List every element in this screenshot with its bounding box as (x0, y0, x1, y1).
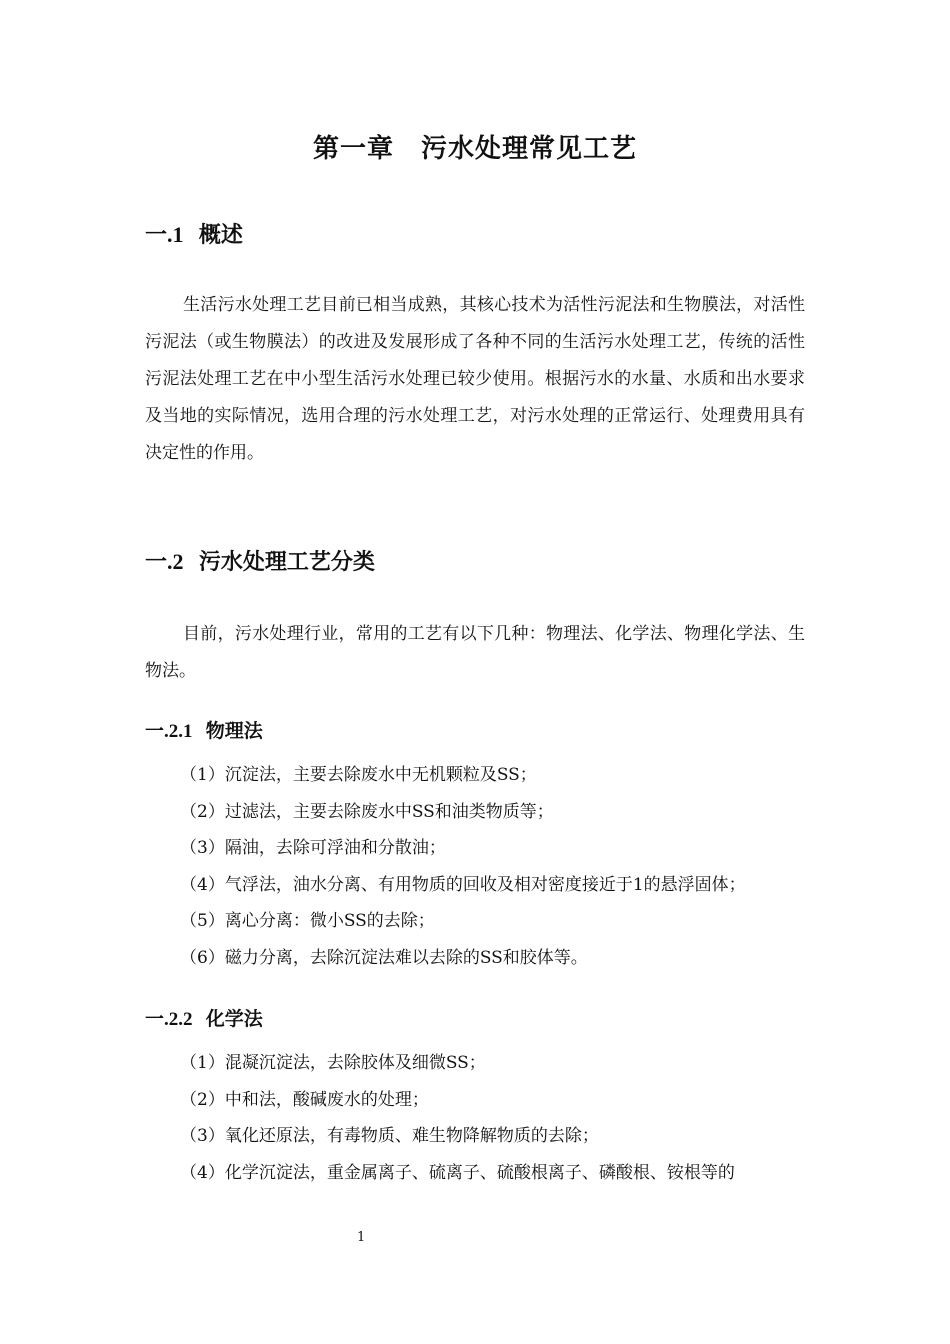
subsection-number: 一.2.2 (145, 1009, 193, 1030)
list-item: （5）离心分离：微小SS的去除； (180, 911, 435, 932)
section-title: 污水处理工艺分类 (198, 550, 375, 575)
subsection-heading-chemical (145, 1004, 263, 1031)
list-item: （1）沉淀法，主要去除废水中无机颗粒及SS； (180, 765, 537, 785)
subsection-number: 一.2.1 (145, 721, 193, 742)
list-item: （4）气浮法，油水分离、有用物质的回收及相对密度接近于1的悬浮固体； (180, 874, 746, 895)
subsection-heading-physical (145, 716, 263, 743)
page-number: 1 (357, 1230, 366, 1245)
classification-paragraph: 目前，污水处理行业，常用的工艺有以下几种：物理法、化学法、物理化学法、生物法。 (145, 624, 805, 681)
subsection-title: 物理法 (205, 720, 263, 742)
section-heading-classification (145, 545, 375, 576)
list-item: （4）化学沉淀法，重金属离子、硫离子、硫酸根离子、磷酸根、铵根等的 (180, 1162, 735, 1183)
list-item: （6）磁力分离，去除沉淀法难以去除的SS和胶体等。 (180, 947, 588, 968)
list-item: （2）过滤法，主要去除废水中SS和油类物质等； (180, 801, 554, 822)
subsection-title: 化学法 (205, 1008, 263, 1030)
section-number: 一.1 (145, 222, 184, 247)
list-item: （2）中和法，酸碱废水的处理； (180, 1089, 429, 1110)
section-number: 一.2 (145, 549, 184, 574)
overview-paragraph: 生活污水处理工艺目前已相当成熟，其核心技术为活性污泥法和生物膜法，对活性污泥法（或生物膜法）的改进及发展形成了各种不同的生活污水处理工艺，传统的活性污泥法处理工艺在中小型生活污水处理已较少使用。根据污水的水量、水质和出水要求及当地的实际情况，选用合理的污水处理工艺，对污水处理的正常运行、处理费用具有决定性的作用。 (145, 295, 805, 463)
list-item: （3）隔油，去除可浮油和分散油； (180, 838, 446, 859)
physical-methods-list (180, 757, 820, 977)
section-heading-overview (145, 218, 243, 249)
section-title: 概述 (198, 223, 243, 248)
chemical-methods-list (180, 1045, 820, 1191)
list-item: （1）混凝沉淀法，去除胶体及细微SS； (180, 1053, 486, 1073)
list-item: （3）氧化还原法，有毒物质、难生物降解物质的去除； (180, 1126, 599, 1147)
chapter-title: 第一章 污水处理常见工艺 (312, 134, 637, 164)
